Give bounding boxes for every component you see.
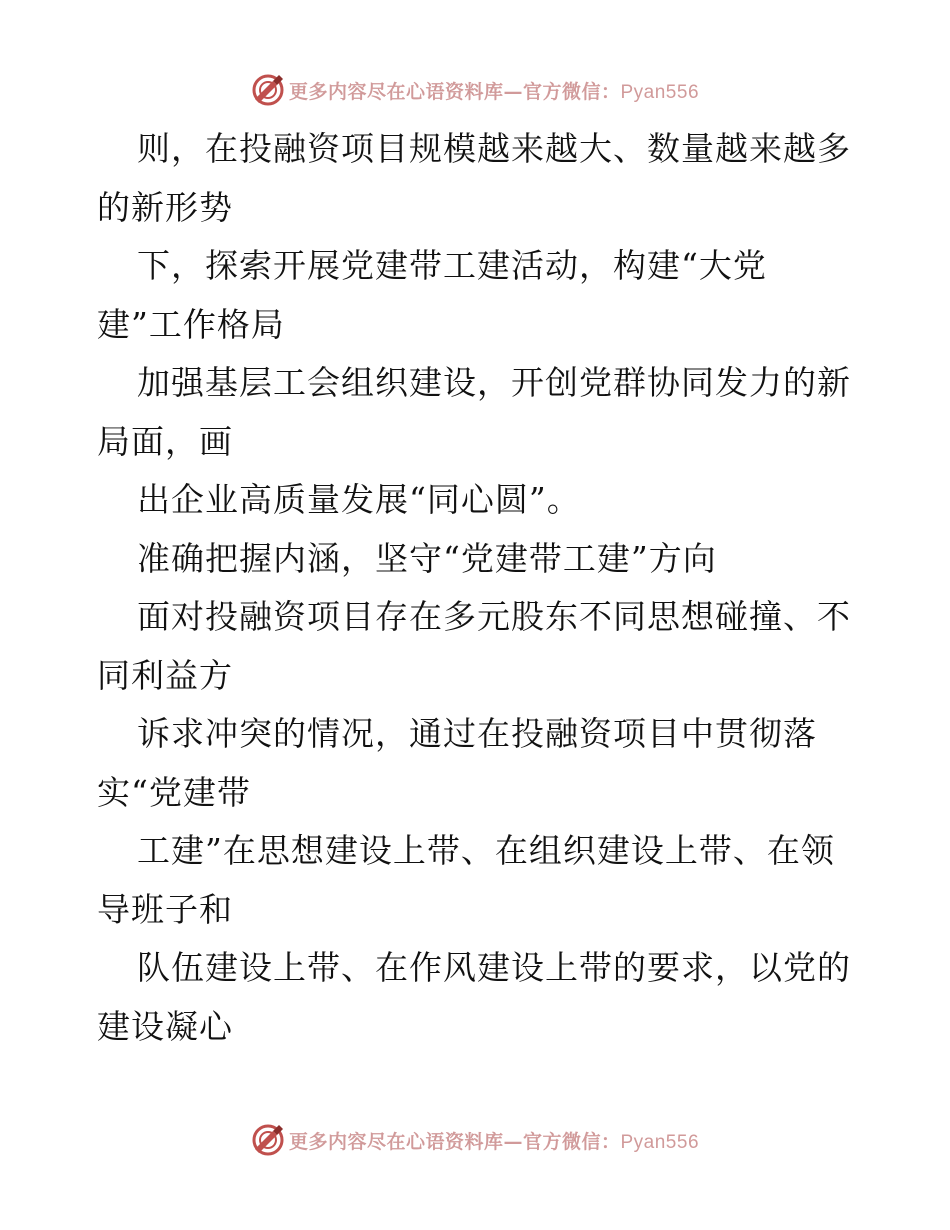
text-line: 诉求冲突的情况，通过在投融资项目中贯彻落 xyxy=(137,714,817,753)
text-line: 建设凝心 xyxy=(97,1006,233,1046)
document-body xyxy=(97,120,857,1056)
text-line: 加强基层工会组织建设，开创党群协同发力的新 xyxy=(137,363,851,402)
text-line: 实“党建带 xyxy=(97,772,251,812)
text-line: 同利益方 xyxy=(97,655,233,695)
text-line: 下，探索开展党建带工建活动，构建“大党 xyxy=(137,246,767,285)
text-line: 局面，画 xyxy=(97,421,233,461)
watermark-text: 更多内容尽在心语资料库—官方微信：Pyan556 xyxy=(288,1130,700,1153)
text-line: 出企业高质量发展“同心圆”。 xyxy=(137,480,581,519)
text-line: 工建”在思想建设上带、在组织建设上带、在领 xyxy=(137,831,835,870)
text-line: 建”工作格局 xyxy=(97,304,285,344)
text-line: 则，在投融资项目规模越来越大、数量越来越多 xyxy=(137,129,851,168)
brand-logo-icon xyxy=(251,73,285,107)
brand-logo-icon xyxy=(251,1123,285,1157)
footer-watermark xyxy=(0,1120,950,1160)
text-line: 的新形势 xyxy=(97,187,233,227)
text-line: 导班子和 xyxy=(97,889,233,929)
text-line: 面对投融资项目存在多元股东不同思想碰撞、不 xyxy=(137,597,851,636)
text-line: 队伍建设上带、在作风建设上带的要求，以党的 xyxy=(137,948,851,987)
watermark-text: 更多内容尽在心语资料库—官方微信：Pyan556 xyxy=(288,80,700,103)
header-watermark xyxy=(0,70,950,110)
text-line: 准确把握内涵，坚守“党建带工建”方向 xyxy=(137,538,717,578)
